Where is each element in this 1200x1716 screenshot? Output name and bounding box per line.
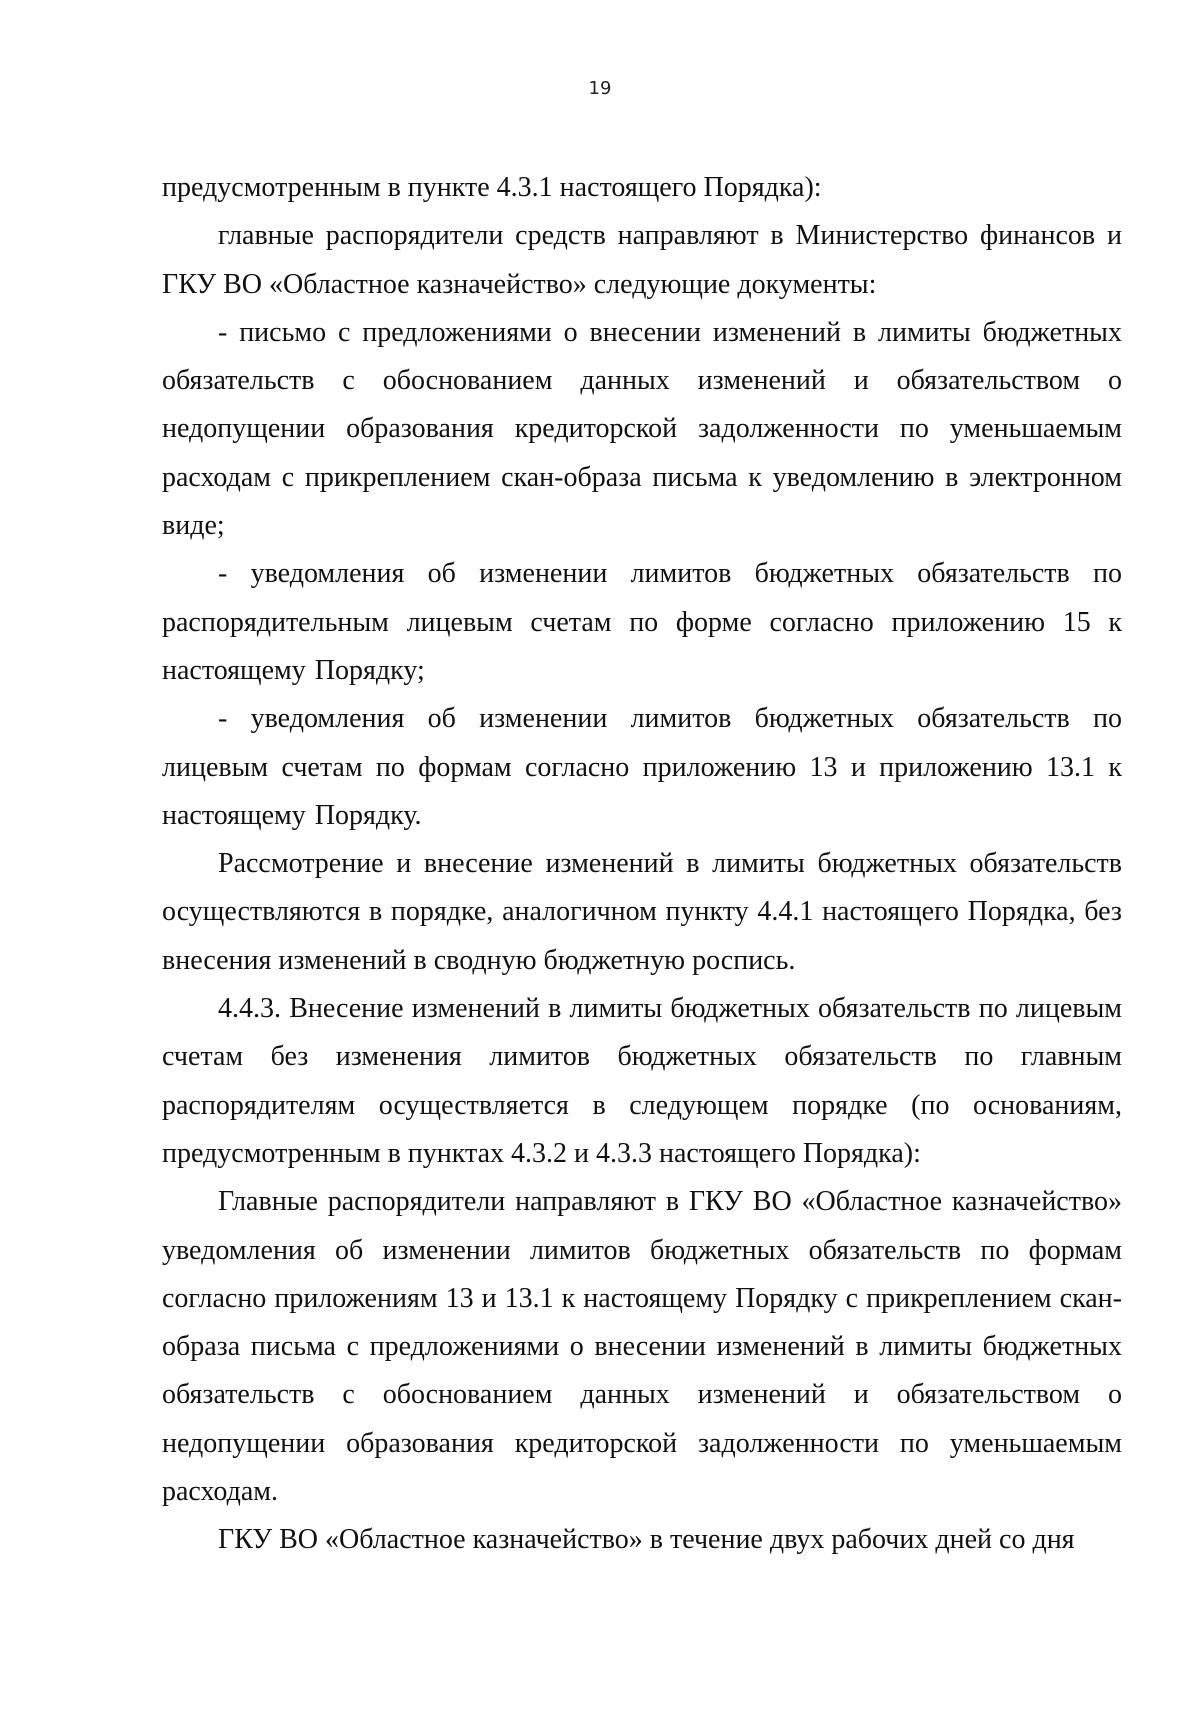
- paragraph-section-4-4-3: 4.4.3. Внесение изменений в лимиты бюджетных обязательств по лицевым счетам без изменения лимитов бюджетных обязательств по главным распорядителям осуществляется в следующем порядке (по основаниям, предусмотренным в пунктах 4.3.2 и 4.3.3 настоящего Порядка):: [162, 993, 1122, 1169]
- paragraph-notice-form-13: - уведомления об изменении лимитов бюджетных обязательств по лицевым счетам по формам согласно приложению 13 и приложению 13.1 к настоящему Порядку.: [162, 703, 1122, 831]
- paragraph-letter-item: - письмо с предложениями о внесении изменений в лимиты бюджетных обязательств с обоснованием данных изменений и обязательством о недопущении образования кредиторской задолженности по уменьшаемым расходам с прикреплением скан-образа письма к уведомлению в электронном виде;: [162, 316, 1122, 542]
- paragraph-continuation: предусмотренным в пункте 4.3.1 настоящего Порядка):: [162, 172, 822, 203]
- page-number: 19: [588, 78, 612, 99]
- paragraph-main-distributors: главные распорядители средств направляют в Министерство финансов и ГКУ ВО «Областное казначейство» следующие документы:: [162, 220, 1122, 300]
- paragraph-notice-form-15: - уведомления об изменении лимитов бюджетных обязательств по распорядительным лицевым счетам по форме согласно приложению 15 к настоящему Порядку;: [162, 558, 1122, 686]
- document-body: [162, 164, 1122, 1565]
- paragraph-review-procedure: Рассмотрение и внесение изменений в лимиты бюджетных обязательств осуществляются в порядке, аналогичном пункту 4.4.1 настоящего Порядка, без внесения изменений в сводную бюджетную роспись.: [162, 848, 1122, 976]
- paragraph-treasury-deadline: ГКУ ВО «Областное казначейство» в течение двух рабочих дней со дня: [218, 1524, 1075, 1556]
- paragraph-main-distributors-send: Главные распорядители направляют в ГКУ ВО «Областное казначейство» уведомления об изменении лимитов бюджетных обязательств по формам согласно приложениям 13 и 13.1 к настоящему Порядку с прикреплением скан-образа письма с предложениями о внесении изменений в лимиты бюджетных обязательств с обоснованием данных изменений и обязательством о недопущении образования кредиторской задолженности по уменьшаемым расходам.: [162, 1186, 1122, 1508]
